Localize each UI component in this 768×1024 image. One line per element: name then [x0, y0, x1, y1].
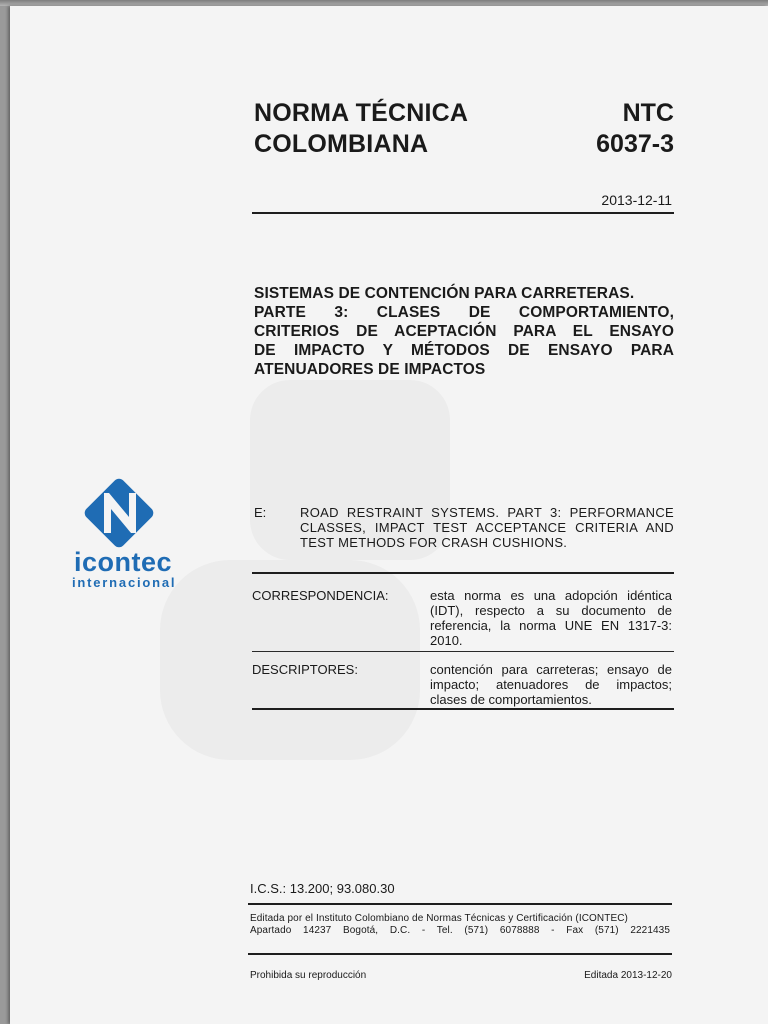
title-line: NORMA TÉCNICA	[254, 99, 469, 127]
descriptors-line: impacto; atenuadores de impactos;	[430, 677, 672, 692]
document-subject	[254, 284, 674, 379]
divider	[248, 953, 672, 955]
divider	[252, 651, 674, 652]
document-title	[254, 98, 468, 160]
english-title	[300, 505, 674, 550]
divider	[252, 708, 674, 710]
code-line: NTC	[622, 99, 674, 127]
subject-line: SISTEMAS DE CONTENCIÓN PARA CARRETERAS.	[254, 285, 635, 302]
document-code	[596, 98, 674, 160]
divider	[252, 212, 674, 214]
icontec-n-diamond-icon	[74, 478, 164, 548]
subject-line: ATENUADORES DE IMPACTOS	[254, 361, 486, 378]
english-line: CLASSES, IMPACT TEST ACCEPTANCE CRITERIA AND	[300, 520, 674, 535]
subject-line: PARTE 3: CLASES DE COMPORTAMIENTO,	[254, 304, 674, 321]
logo-wordmark: icontec	[74, 547, 173, 577]
descriptors-label: DESCRIPTORES:	[252, 662, 358, 677]
correspondence-line: referencia, la norma UNE EN 1317-3:	[430, 618, 672, 633]
correspondence-line: 2010.	[430, 633, 463, 648]
correspondence-line: (IDT), respecto a su documento de	[430, 603, 672, 618]
english-language-code: E:	[254, 505, 267, 520]
descriptors-line: contención para carreteras; ensayo de	[430, 662, 672, 677]
divider	[252, 572, 674, 574]
reproduction-notice: Prohibida su reproducción	[250, 970, 367, 981]
edition-date: Editada 2013-12-20	[584, 970, 672, 981]
english-line: ROAD RESTRAINT SYSTEMS. PART 3: PERFORMANCE	[300, 505, 674, 520]
ics-codes: I.C.S.: 13.200; 93.080.30	[250, 881, 395, 896]
publisher-info	[250, 913, 670, 937]
code-line: 6037-3	[596, 130, 674, 158]
logo-subtitle: internacional	[72, 575, 177, 590]
title-line: COLOMBIANA	[254, 130, 429, 158]
correspondence-value	[430, 588, 672, 648]
correspondence-label: CORRESPONDENCIA:	[252, 588, 389, 603]
subject-line: DE IMPACTO Y MÉTODOS DE ENSAYO PARA	[254, 342, 674, 359]
publisher-line: Editada por el Instituto Colombiano de Normas Técnicas y Certificación (ICONTEC)	[250, 913, 628, 924]
divider	[248, 903, 672, 905]
english-line: TEST METHODS FOR CRASH CUSHIONS.	[300, 535, 568, 550]
correspondence-line: esta norma es una adopción idéntica	[430, 588, 672, 603]
descriptors-line: clases de comportamientos.	[430, 692, 592, 707]
descriptors-value	[430, 662, 672, 707]
subject-line: CRITERIOS DE ACEPTACIÓN PARA EL ENSAYO	[254, 323, 674, 340]
publisher-line: Apartado 14237 Bogotá, D.C. - Tel. (571) 6078888 - Fax (571) 2221435	[250, 925, 670, 936]
document-date: 2013-12-11	[601, 192, 672, 208]
